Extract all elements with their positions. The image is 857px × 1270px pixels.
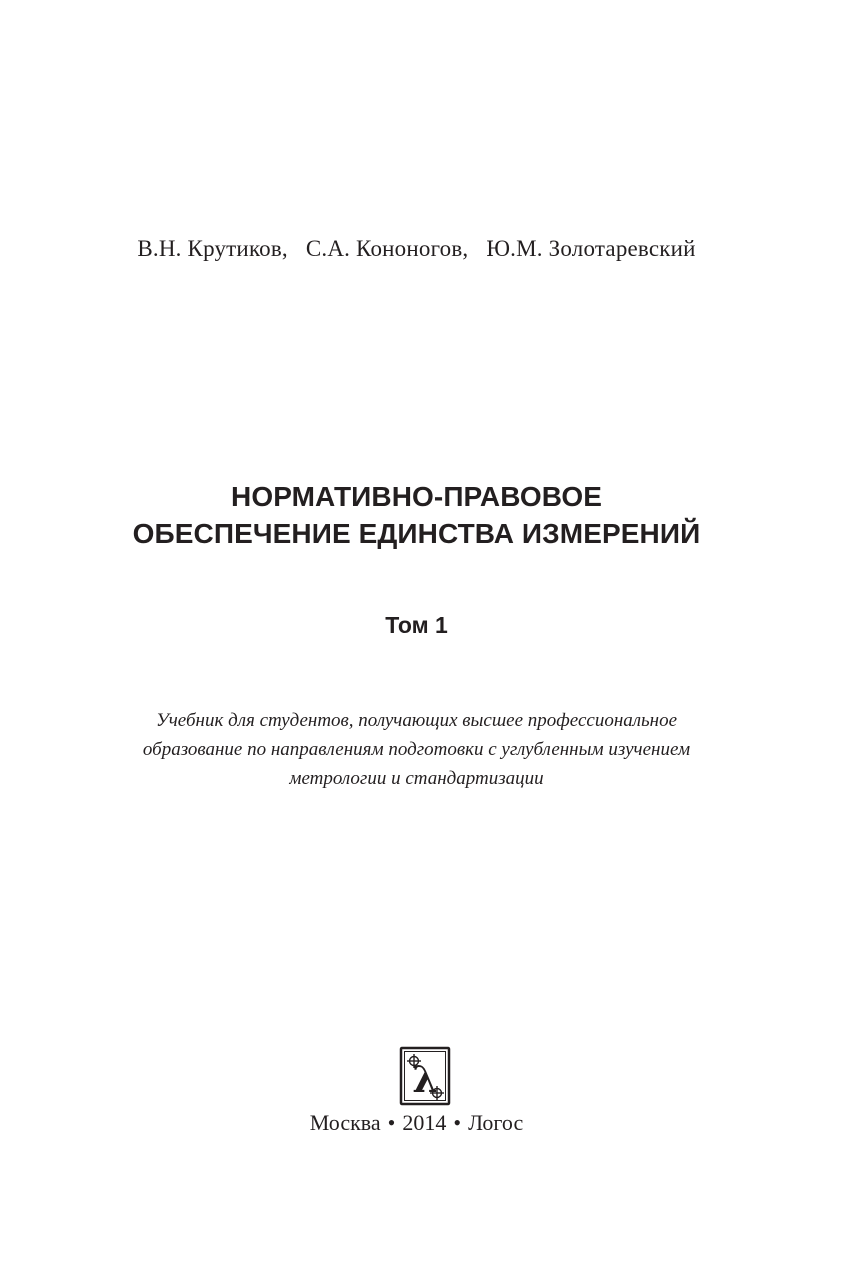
- lambda-glyph: λ: [412, 1059, 438, 1101]
- book-title-line: НОРМАТИВНО-ПРАВОВОЕ: [231, 481, 602, 512]
- book-subtitle-line: Учебник для студентов, получающих высшее профессиональное: [155, 710, 678, 731]
- imprint-city: Москва: [309, 1110, 381, 1135]
- imprint-separator: •: [453, 1110, 462, 1135]
- author-name: Ю.М. Золотаревский: [486, 236, 696, 261]
- imprint-separator: •: [387, 1110, 396, 1135]
- author-name: В.Н. Крутиков,: [137, 236, 288, 261]
- volume-label: Том 1: [385, 612, 448, 638]
- imprint-publisher: Логос: [468, 1110, 524, 1135]
- book-subtitle: [0, 706, 833, 793]
- imprint-line: [0, 1110, 833, 1136]
- book-title: [0, 478, 833, 552]
- publisher-logo-graphic: [399, 1046, 451, 1106]
- book-subtitle-line: образование по направлениям подготовки с углубленным изучением: [142, 739, 691, 760]
- book-subtitle-line: метрологии и стандартизации: [289, 768, 544, 789]
- book-title-line: ОБЕСПЕЧЕНИЕ ЕДИНСТВА ИЗМЕРЕНИЙ: [132, 518, 701, 549]
- author-name: С.А. Кононогов,: [305, 236, 469, 261]
- authors-line: [0, 236, 833, 262]
- imprint-year: 2014: [402, 1110, 447, 1135]
- publisher-logo-icon: [399, 1046, 451, 1106]
